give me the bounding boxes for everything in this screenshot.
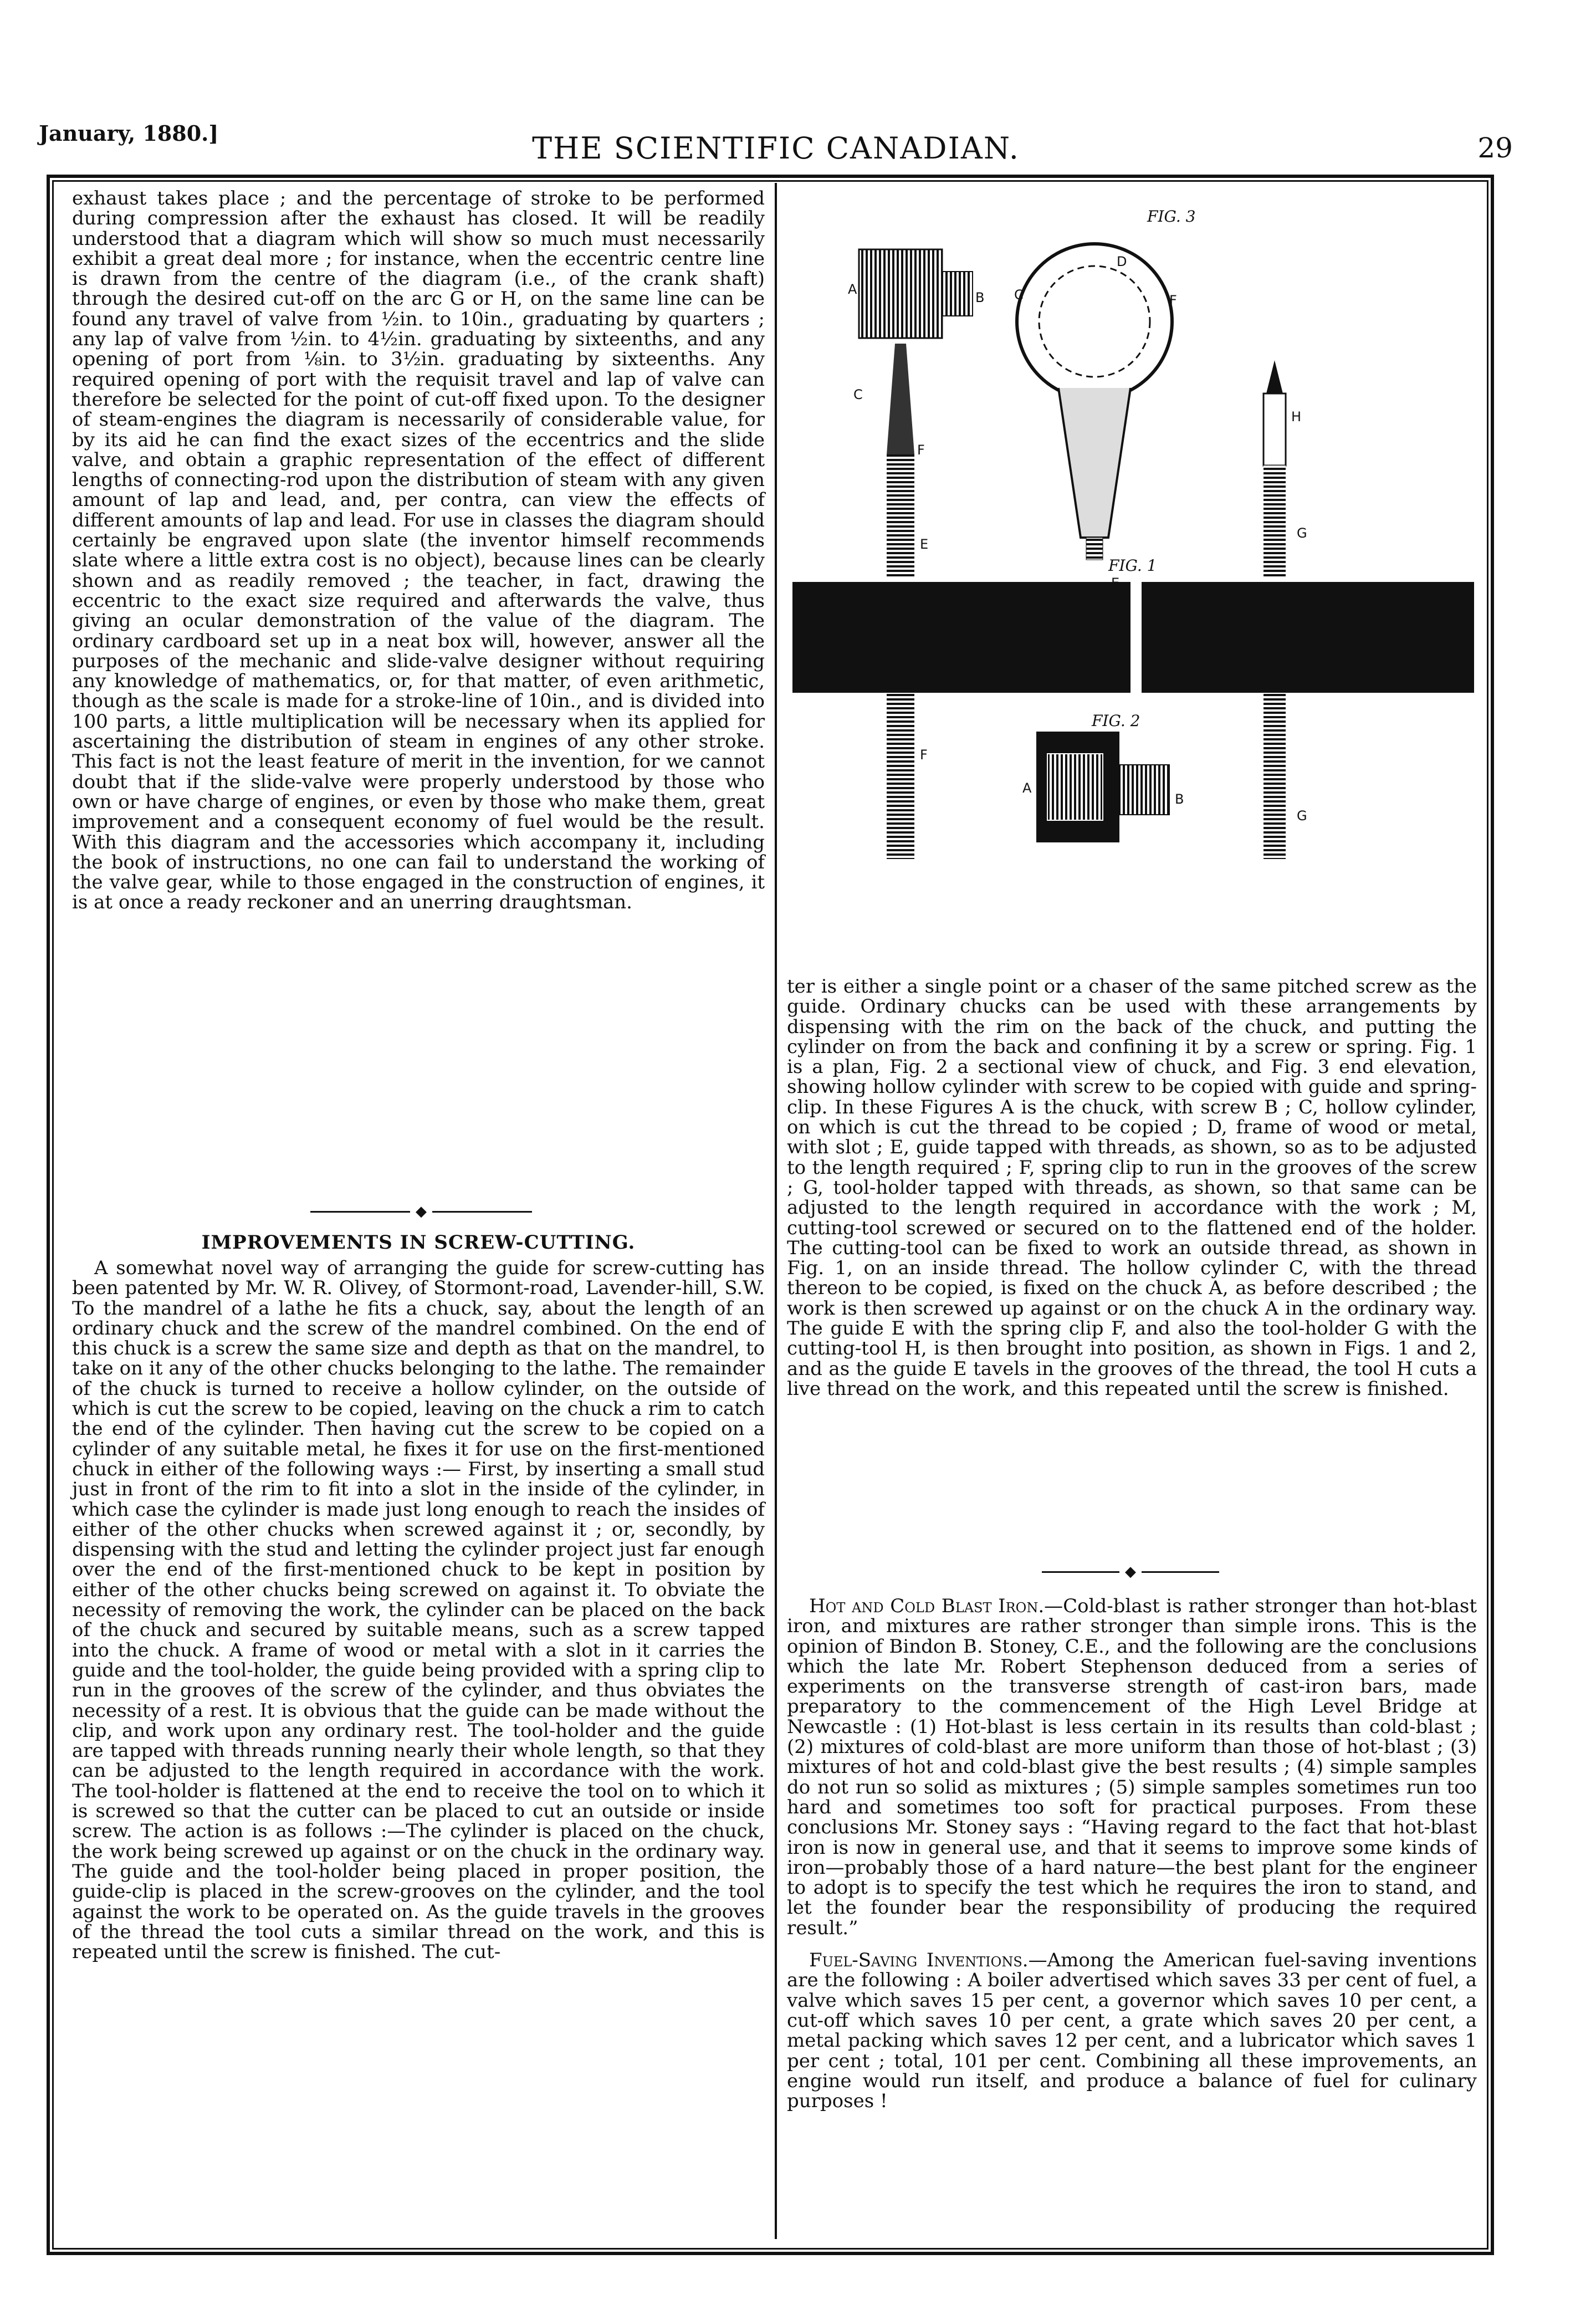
left-column-article <box>72 1258 765 2222</box>
part-label: E <box>920 536 929 552</box>
part-label: H <box>1291 409 1302 425</box>
guide-stem <box>1086 538 1103 560</box>
section-screw <box>1119 765 1169 815</box>
item-text: —Cold-blast is rather stronger than hot-blast iron, and mixtures are rather stronger than simple irons. This is the opinion of Bindon B. Stoney, C.E., and the following are the conclusions which the late Mr. Robert Stephenson deduced from a series of experiments on the transverse strength of cast-iron bars, made preparatory to the commencement of the High Level Bridge at Newcastle : (1) Hot-blast is less certain in its results than cold-blast ; (2) mixtures of cold-blast are more uniform than those of hot-blast ; (3) mixtures of hot and cold-blast give the best results ; (4) simple samples do not run so solid as mixtures ; (5) simple samples sometimes run too hard and sometimes too soft for practical purposes. From these conclusions Mr. Stoney says : “Having regard to the fact that hot-blast iron is now in general use, and that it seems to improve some kinds of iron—probably those of a hard nature—the best plant for the engineer to adopt is to specify the test which he requires the iron to stand, and let the founder bear the responsibility of producing the required result.” <box>787 1595 1477 1939</box>
guide-e <box>887 344 914 454</box>
paragraph: exhaust takes place ; and the percentage of stroke to be performed during compression after the exhaust has closed. It will be readily understood that a diagram which will show so much must necessarily exhibit a great deal more ; for instance, when the eccentric centre line is drawn from the centre of the diagram (i.e., of the crank shaft) through the desired cut-off on the arc G or H, on the same line can be found any travel of valve from ½in. to 10in., graduating by quarters ; any lap of valve from ½in. to 4½in. graduating by sixteenths, and any opening of port from ⅛in. to 3½in. graduating by sixteenths. Any required opening of port with the requisit travel and lap of valve can therefore be selected for the point of cut-off fixed upon. To the designer of steam-engines the diagram is necessarily of considerable value, for by its aid he can find the exact sizes of the eccentrics and the slide valve, and obtain a graphic representation of the effect of different lengths of connecting-rod upon the distribution of steam with any given amount of lap and lead, and, per contra, can view the effects of different amounts of lap and lead. For use in classes the diagram should certainly be engraved upon slate (the inventor himself recommends slate where a little extra cost is no object), because lines can be clearly shown and as readily removed ; the teacher, in fact, drawing the eccentric to the exact size required and afterwards the valve, thus giving an ocular demonstration of the value of the diagram. The ordinary cardboard set up in a neat box will, however, answer all the purposes of the mechanic and slide-valve designer without requiring any knowledge of mathematics, or, for that matter, of even arithmetic, though as the scale is made for a stroke-line of 10in., and is divided into 100 parts, a little multiplication will be necessary when its applied for ascertaining the distribution of steam in engines of any other stroke. This fact is not the least feature of merit in the invention, for we cannot doubt that if the slide-valve were properly understood by those who own or have charge of engines, or even by those who make them, great improvement and a consequent economy of fuel would be the result. With this diagram and the accessories which accompany it, including the book of instructions, no one can fail to understand the working of the valve gear, while to those engaged in the construction of engines, it is at once a ready reckoner and an unerring draughtsman. <box>72 187 765 914</box>
guide-frame <box>1058 388 1130 538</box>
part-label: F <box>1169 293 1177 308</box>
page-number: 29 <box>1477 132 1513 164</box>
item-title: Fuel-Saving Inventions. <box>809 1949 1029 1972</box>
chuck-screw <box>942 272 973 316</box>
news-item-fuel <box>787 1950 1477 2111</box>
chuck-thread <box>859 249 942 338</box>
frame-bar-left <box>792 582 1130 693</box>
part-label: A <box>1022 780 1032 796</box>
news-item-iron <box>787 1596 1477 1938</box>
part-label: B <box>1175 791 1184 807</box>
tool-holder-g-thread <box>1264 466 1286 576</box>
fig-label: FIG. 1 <box>1108 556 1157 575</box>
holder-lower-thread <box>1264 693 1286 859</box>
fig-label: FIG. 2 <box>1092 712 1140 730</box>
left-column-continued <box>72 188 765 1203</box>
section-hollow <box>1047 754 1103 820</box>
section-divider <box>310 1211 532 1213</box>
section-divider <box>1042 1571 1219 1573</box>
guide-e-thread <box>887 454 914 576</box>
part-label: G <box>1297 808 1307 824</box>
part-label: C <box>853 387 863 402</box>
cylinder-ring <box>1017 244 1172 399</box>
figure-drawing <box>781 188 1480 942</box>
paragraph: A somewhat novel way of arranging the guide for screw-cutting has been patented by Mr. W. R. Olivey, of Stormont-road, Lavender-hill, S.W. To the mandrel of a lathe he fits a chuck, say, about the length of an ordinary chuck and the screw of the mandrel combined. On the end of this chuck is a screw the same size and depth as that on the mandrel, to take on it any of the other chucks belonging to the lathe. The remainder of the chuck is turned to receive a hollow cylinder, on the outside of which is cut the screw to be copied, leaving on the chuck a rim to catch the end of the cylinder. Then having cut the screw to be copied on a cylinder of any suitable metal, he fixes it for use on the first-mentioned chuck in either of the following ways :— First, by inserting a small stud just in front of the rim to fit into a slot in the inside of the cylinder, in which case the cylinder is made just long enough to reach the insides of either of the other chucks when screwed against it ; or, secondly, by dispensing with the stud and letting the cylinder project just far enough over the end of the first-mentioned chuck to be kept in position by either of the other chucks being screwed on against it. To obviate the necessity of removing the work, the cylinder can be placed on the back of the chuck and secured by suitable means, such as a screw tapped into the chuck. A frame of wood or metal with a slot in it carries the guide and the tool-holder, the guide being provided with a spring clip to run in the grooves of the screw of the cylinder, and thus obviates the necessity of a rest. It is obvious that the guide can be made without the clip, and work upon any ordinary rest. The tool-holder and the guide are tapped with threads running nearly their whole length, so that they can be adjusted to the length required in accordance with the work. The tool-holder is flattened at the end to receive the tool on to which it is screwed so that the cutter can be placed to cut an outside or inside screw. The action is as follows :—The cylinder is placed on the chuck, the work being screwed up against or on the chuck in the ordinary way. The guide and the tool-holder being placed in proper position, the guide-clip is placed in the screw-grooves on the cylinder, and the tool against the work to be operated on. As the guide travels in the grooves of the thread the tool cuts a similar thread on the work, and this is repeated until the screw is finished. The cut- <box>72 1257 765 1964</box>
paragraph: ter is either a single point or a chaser of the same pitched screw as the guide. Ordinary chucks can be used with these arrangements by dispensing with the rim on the back of the chuck, and putting the cylinder on from the back and confining it by a screw or spring. Fig. 1 is a plan, Fig. 2 a sectional view of chuck, and Fig. 3 end elevation, showing hollow cylinder with screw to be copied with guide and spring-clip. In these Figures A is the chuck, with screw B ; C, hollow cylinder, on which is cut the thread to be copied ; D, frame of wood or metal, with slot ; E, guide tapped with threads, as shown, so as to be adjusted to the length required ; F, spring clip to run in the grooves of the screw ; G, tool-holder tapped with threads, as shown, so that same can be adjusted to the length required in accordance with the work ; M, cutting-tool screwed or secured on to the flattened end of the holder. The cutting-tool can be fixed to work an outside thread, as shown in Fig. 1, on an inside thread. The hollow cylinder C, with the thread thereon to be copied, is fixed on the chuck A, as before described ; the work is then screwed up against or on the chuck A in the ordinary way. The guide E with the spring clip F, and also the tool-holder G with the cutting-tool H, is then brought into position, as shown in Figs. 1 and 2, and as the guide E tavels in the grooves of the thread, the tool H cuts a live thread on the work, and this repeated until the screw is finished. <box>787 975 1477 1400</box>
right-column-items <box>787 1596 1477 2233</box>
journal-title: THE SCIENTIFIC CANADIAN. <box>532 131 1020 166</box>
part-label: A <box>848 282 857 297</box>
issue-date: January, 1880.] <box>39 121 219 146</box>
frame-bar-right <box>1142 582 1474 693</box>
column-divider <box>775 183 777 2239</box>
item-text: —Among the American fuel-saving inventions are the following : A boiler advertised which saves 33 per cent of fuel, a valve which saves 15 per cent, a governor which saves 10 per cent, a cut-off which saves 10 per cent, a grate which saves 20 per cent, a metal packing which saves 12 per cent, and a lubricator which saves 1 per cent ; total, 101 per cent. Combining all these improvements, an engine would run itself, and produce a balance of fuel for culinary purposes ! <box>787 1949 1477 2113</box>
screw-cutting-figure <box>781 188 1480 942</box>
item-title: Hot and Cold Blast Iron. <box>809 1595 1045 1617</box>
part-label: B <box>975 290 985 305</box>
tool-holder-head <box>1264 393 1286 466</box>
page-header <box>39 121 1513 171</box>
fig-label: FIG. 3 <box>1147 207 1196 226</box>
cutting-tool-h <box>1266 360 1283 393</box>
right-column-continued <box>787 977 1477 1558</box>
part-label: D <box>1117 254 1127 269</box>
part-label: F <box>917 442 925 458</box>
guide-lower-thread <box>887 693 914 859</box>
cylinder-bore <box>1039 266 1150 377</box>
part-label: C <box>1014 287 1024 303</box>
part-label: G <box>1297 525 1307 541</box>
part-label: F <box>920 747 928 763</box>
article-heading: IMPROVEMENTS IN SCREW-CUTTING. <box>201 1231 636 1254</box>
part-label: E <box>1111 575 1120 591</box>
